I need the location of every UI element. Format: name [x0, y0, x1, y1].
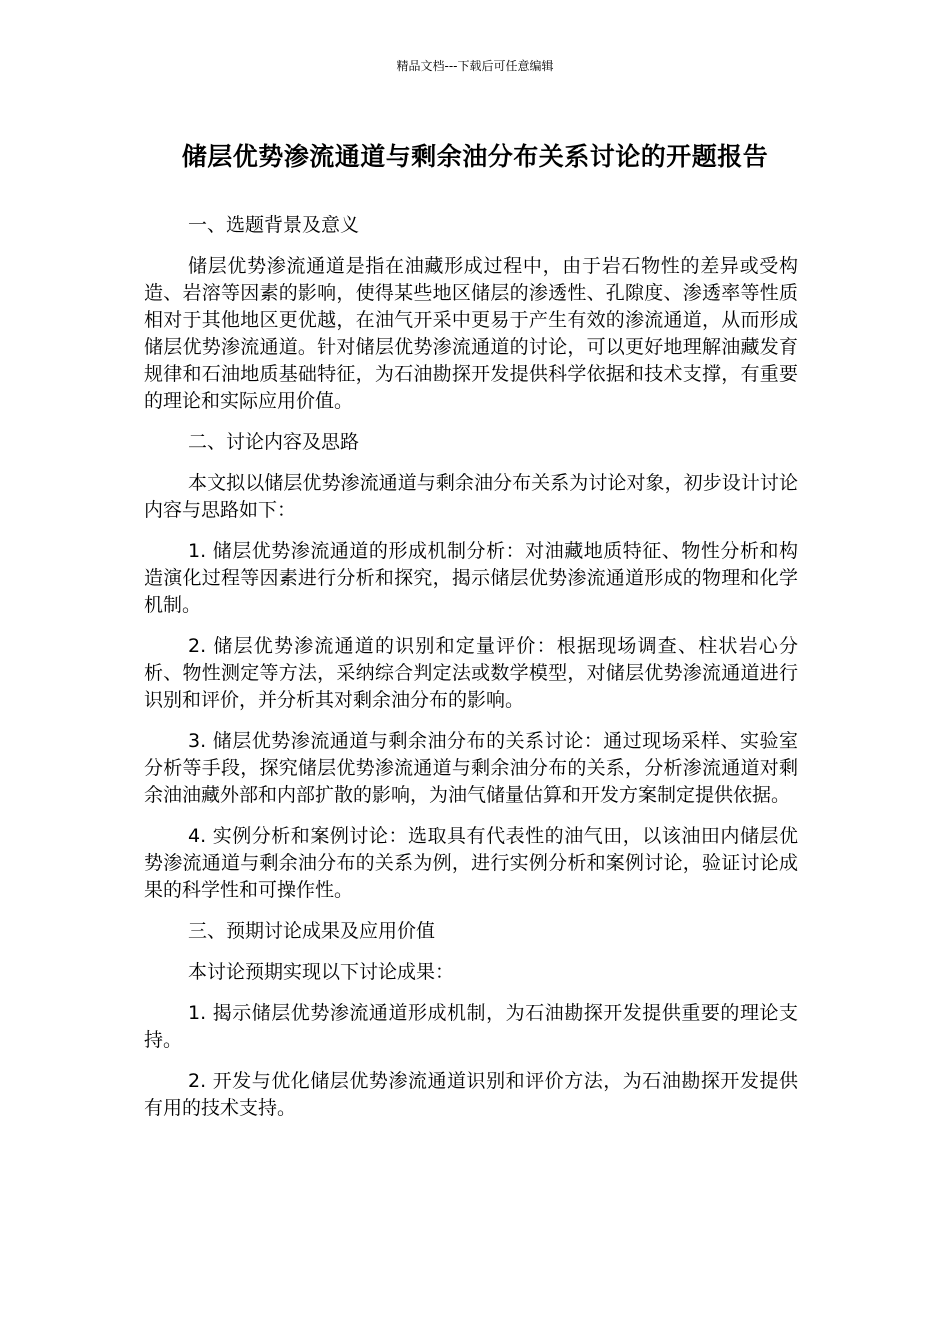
document-body — [144, 212, 798, 1136]
list-item-relationship: 3. 储层优势渗流通道与剩余油分布的关系讨论：通过现场采样、实验室分析等手段，探究储层优势渗流通道与剩余油分布的关系，分析渗流通道对剩余油油藏外部和内部扩散的影响，为油气储量估算和开发方案制定提供依据。 — [144, 730, 798, 806]
section-heading-expected-results: 三、预期讨论成果及应用价值 — [188, 920, 436, 942]
document-title: 储层优势渗流通道与剩余油分布关系讨论的开题报告 — [181, 142, 769, 171]
paragraph-content-intro: 本文拟以储层优势渗流通道与剩余油分布关系为讨论对象，初步设计讨论内容与思路如下： — [144, 472, 798, 521]
list-item-result-theory: 1. 揭示储层优势渗流通道形成机制，为石油勘探开发提供重要的理论支持。 — [144, 1002, 798, 1051]
paragraph-results-intro: 本讨论预期实现以下讨论成果： — [188, 961, 455, 983]
list-item-identification: 2. 储层优势渗流通道的识别和定量评价：根据现场调查、柱状岩心分析、物性测定等方法，采纳综合判定法或数学模型，对储层优势渗流通道进行识别和评价，并分析其对剩余油分布的影响。 — [144, 635, 798, 711]
section-heading-content: 二、讨论内容及思路 — [188, 431, 360, 453]
header-note: 精品文档---下载后可任意编辑 — [396, 59, 554, 73]
paragraph-background: 储层优势渗流通道是指在油藏形成过程中，由于岩石物性的差异或受构造、岩溶等因素的影响，使得某些地区储层的渗透性、孔隙度、渗透率等性质相对于其他地区更优越，在油气开采中更易于产生有效的渗流通道，从而形成储层优势渗流通道。针对储层优势渗流通道的讨论，可以更好地理解油藏发育规律和石油地质基础特征，为石油勘探开发提供科学依据和技术支撑，有重要的理论和实际应用价值。 — [144, 255, 798, 412]
section-heading-background: 一、选题背景及意义 — [188, 214, 360, 236]
list-item-result-method: 2. 开发与优化储层优势渗流通道识别和评价方法，为石油勘探开发提供有用的技术支持。 — [144, 1070, 798, 1119]
list-item-formation-mechanism: 1. 储层优势渗流通道的形成机制分析：对油藏地质特征、物性分析和构造演化过程等因素进行分析和探究，揭示储层优势渗流通道形成的物理和化学机制。 — [144, 540, 798, 616]
list-item-case-study: 4. 实例分析和案例讨论：选取具有代表性的油气田，以该油田内储层优势渗流通道与剩余油分布的关系为例，进行实例分析和案例讨论，验证讨论成果的科学性和可操作性。 — [144, 825, 798, 901]
